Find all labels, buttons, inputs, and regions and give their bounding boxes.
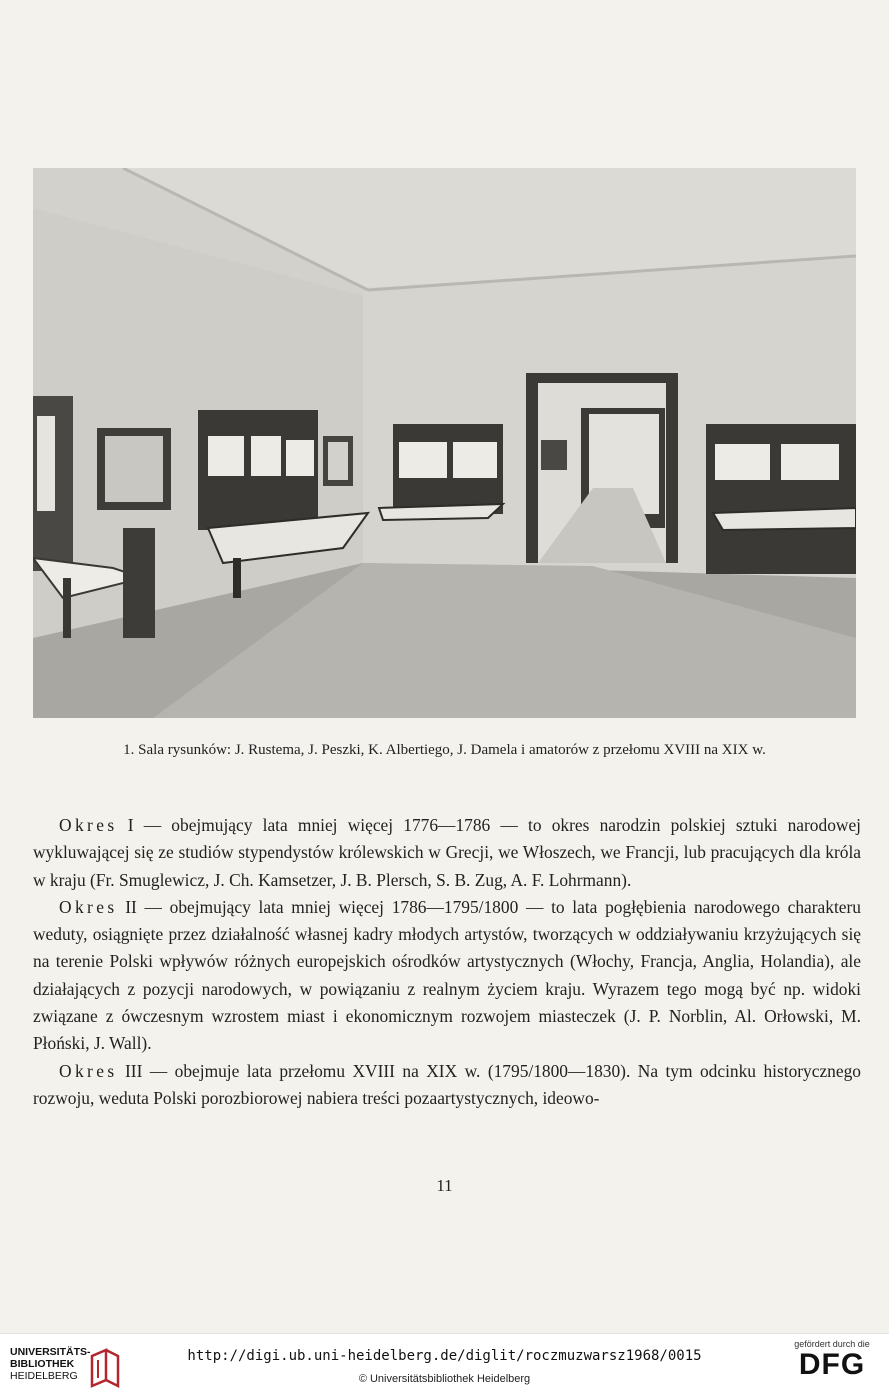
period-lead: Okres	[59, 815, 118, 835]
period-lead: Okres	[59, 1060, 118, 1081]
funding-label: gefördert durch die	[794, 1339, 870, 1349]
permalink-url[interactable]: http://digi.ub.uni-heidelberg.de/diglit/roczmuzwarsz1968/0015	[187, 1348, 702, 1364]
paragraph-period-3	[33, 1058, 861, 1113]
paragraph-period-1	[33, 812, 861, 894]
photo-illustration	[33, 168, 856, 718]
dfg-logo[interactable]	[787, 1339, 877, 1381]
paragraph-text: — obejmujący lata mniej więcej 1776—1786 — to okres narodzin polskiej sztuki narodowej wykluwającej się ze studiów stypendystów królewskich w Grecji, we Włoszech, we Francji, lub pracujących dla króla w kraju (Fr. Smuglewicz, J. Ch. Kamsetzer, J. B. Plersch, S. B. Zug, A. F. Lohrmann).	[33, 815, 861, 890]
footer-bar	[0, 1333, 889, 1397]
exhibition-room-photo	[33, 168, 856, 718]
dfg-wordmark: DFG	[798, 1348, 866, 1381]
page-number: 11	[436, 1176, 453, 1195]
paragraph-period-2	[33, 894, 861, 1058]
period-roman: II	[117, 896, 137, 917]
library-name-line3: HEIDELBERG	[10, 1370, 78, 1382]
period-lead: Okres	[59, 896, 118, 917]
period-roman: III	[117, 1060, 143, 1081]
paragraph-text: — obejmujący lata mniej więcej 1786—1795/1800 — to lata pogłębienia narodowego charakteru weduty, osiągnięte przez działalność własnej kadry młodych artystów, tworzących w oddziaływaniu krzyżujących się na terenie Polski wpływów różnych europejskich ośrodków artystycznych (Włochy, Francja, Anglia, Holandia), ale działających z pozycji narodowych, w powiązaniu z realnym życiem kraju. Wyrazem tego mogą być np. widoki związane z ówczesnym wzrostem miast i ekonomicznym rozwojem miasteczek (J. P. Norblin, Al. Orłowski, M. Płoński, J. Wall).	[33, 896, 861, 1054]
library-name-line2: BIBLIOTHEK	[10, 1358, 75, 1370]
period-roman: I	[117, 815, 134, 835]
photo-caption: 1. Sala rysunków: J. Rustema, J. Peszki, K. Albertiego, J. Damela i amatorów z przełomu XVIII na XIX w.	[123, 742, 766, 758]
library-name-line1: UNIVERSITÄTS-	[10, 1346, 91, 1358]
article-body	[33, 812, 861, 1112]
paragraph-text: — obejmuje lata przełomu XVIII na XIX w. (1795/1800—1830). Na tym odcinku historycznego rozwoju, weduta Polski porozbiorowej nabiera treści pozaartystycznych, ideowo-	[33, 1060, 861, 1108]
copyright-notice: © Universitätsbibliothek Heidelberg	[358, 1373, 531, 1385]
